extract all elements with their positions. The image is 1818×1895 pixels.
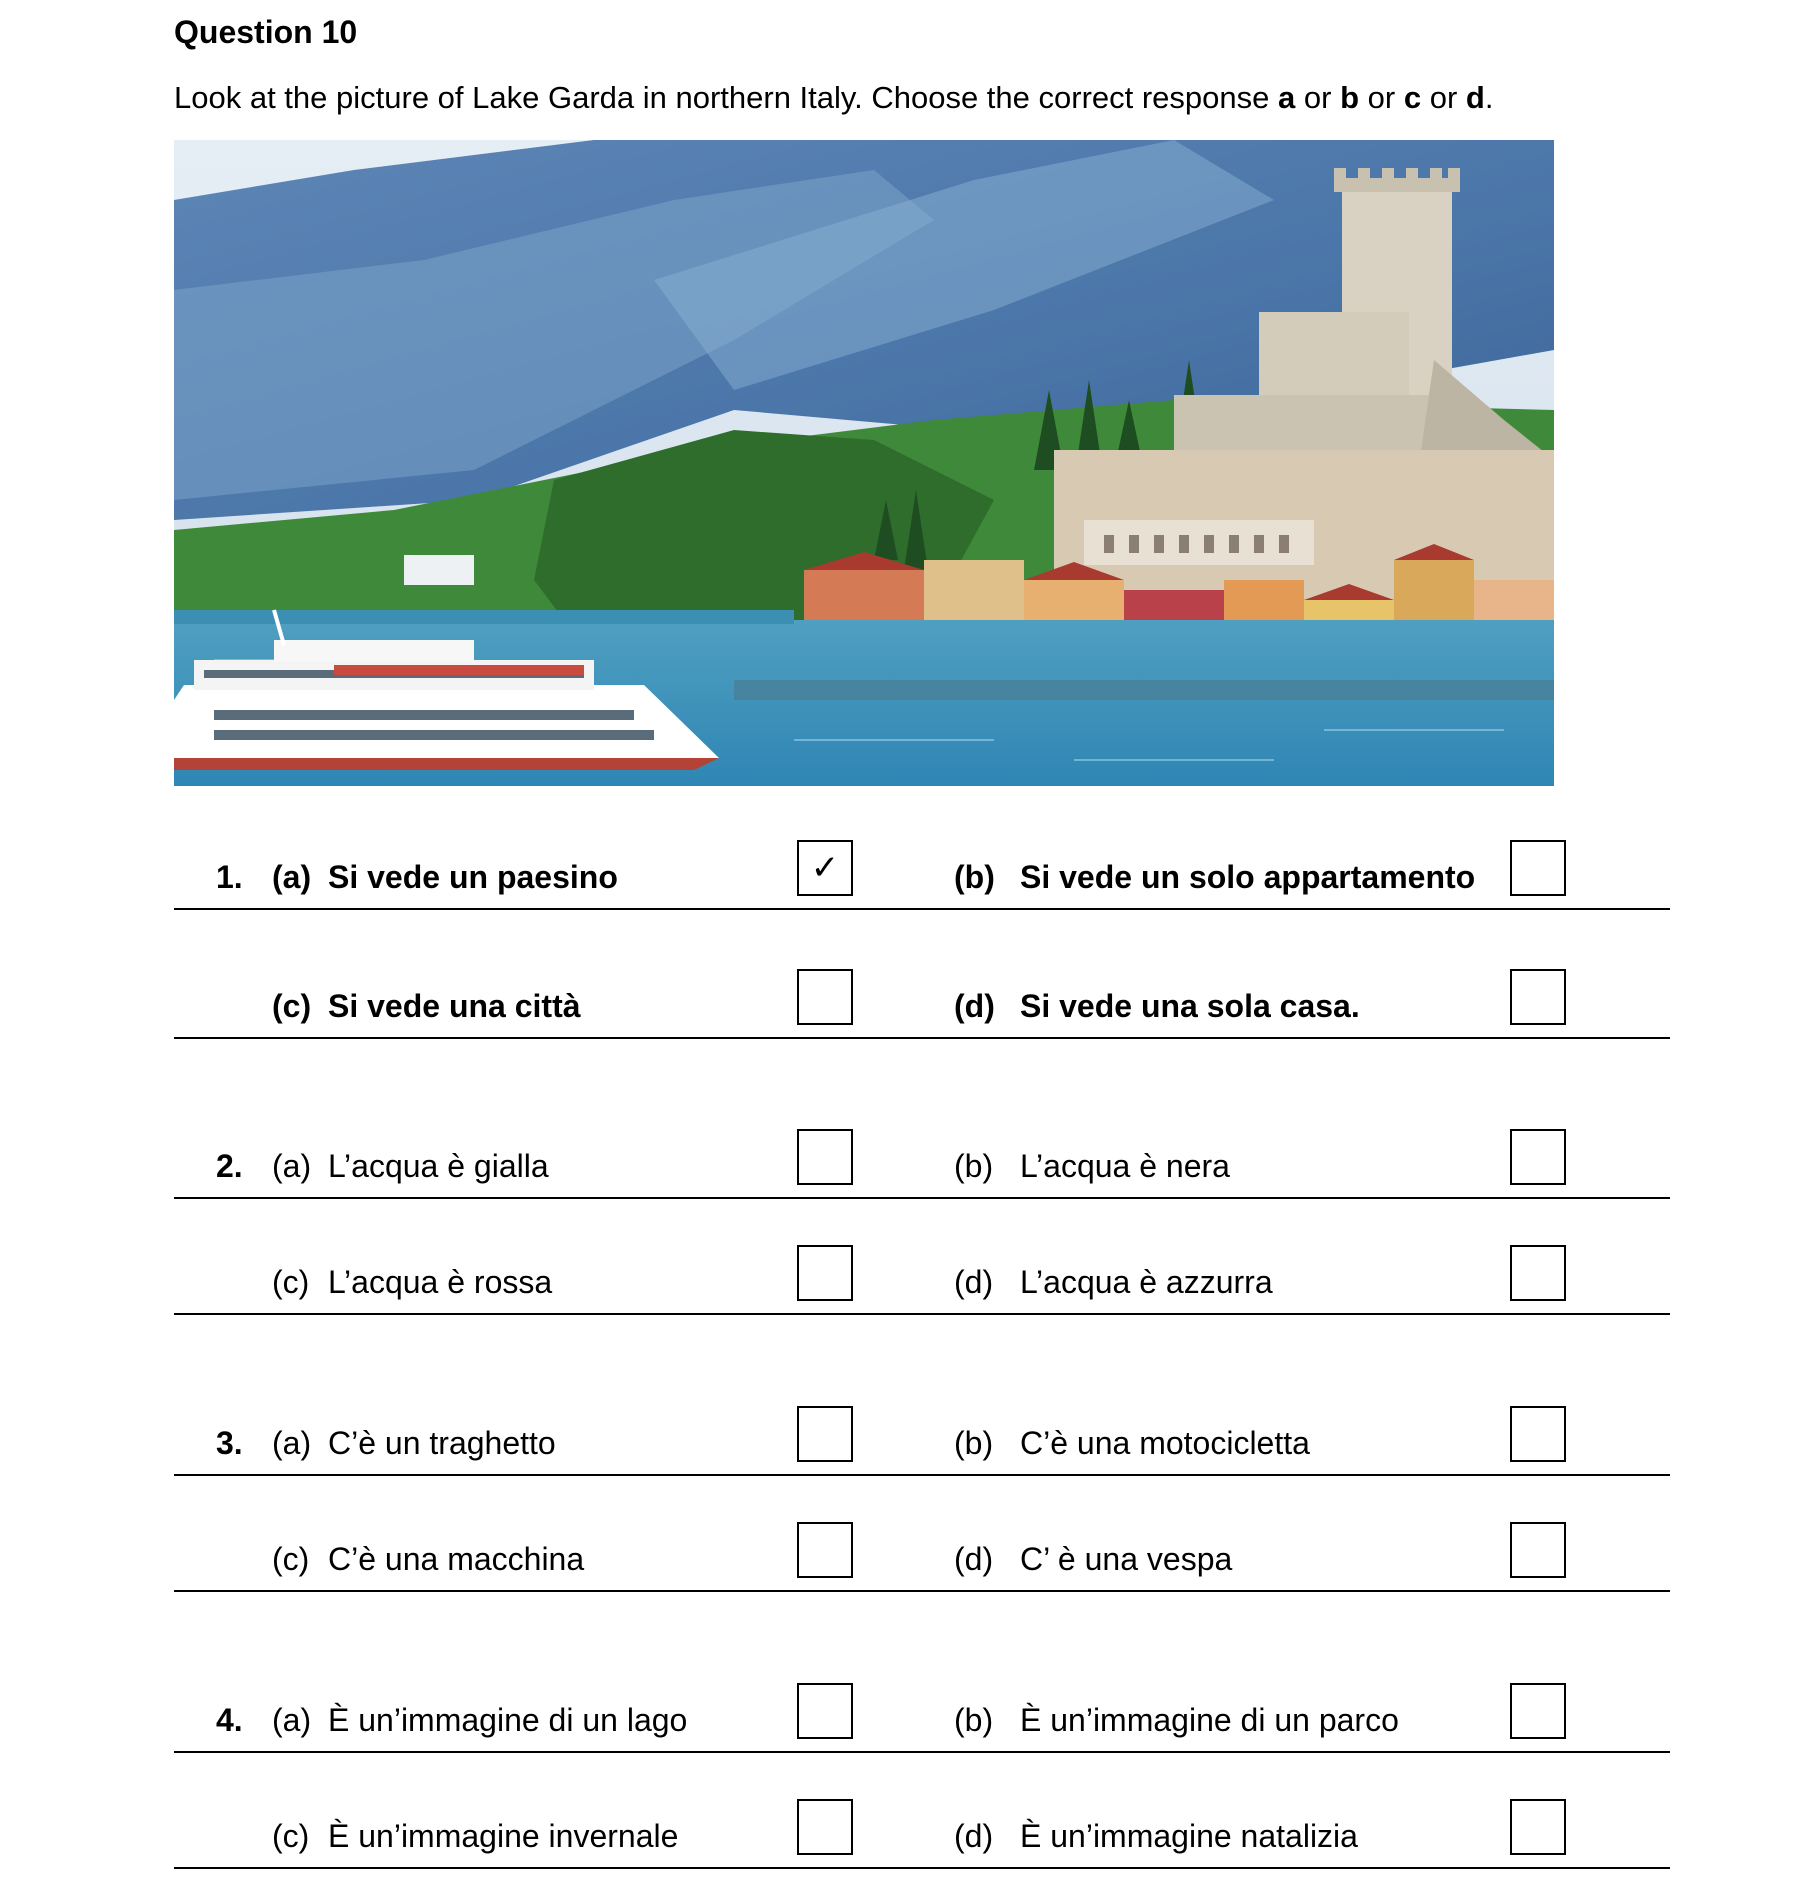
answer-option (954, 1425, 1310, 1462)
answer-option (954, 1818, 1358, 1855)
answer-checkbox[interactable] (1510, 1129, 1566, 1185)
option-letter: (c) (272, 1541, 310, 1577)
answer-checkbox[interactable] (797, 840, 853, 896)
answer-option (954, 988, 1360, 1025)
answer-option (954, 1702, 1399, 1739)
option-letter: (c) (272, 1818, 310, 1854)
answer-row (174, 1137, 1670, 1199)
answer-row (174, 1807, 1670, 1869)
answer-checkbox[interactable] (1510, 969, 1566, 1025)
answer-option (272, 859, 618, 896)
option-letter: (b) (954, 1702, 994, 1738)
option-letter: (a) (272, 859, 312, 895)
answer-row (174, 1253, 1670, 1315)
option-text: L’acqua è rossa (328, 1264, 553, 1300)
answer-row (174, 977, 1670, 1039)
option-text: C’è un traghetto (328, 1425, 556, 1461)
answer-row (174, 1691, 1670, 1753)
answer-option (272, 1818, 678, 1855)
answer-option (954, 1264, 1273, 1301)
answer-checkbox[interactable] (1510, 1522, 1566, 1578)
option-text: È un’immagine invernale (328, 1818, 679, 1854)
option-letter: (c) (272, 1264, 310, 1300)
question-number: 1. (216, 859, 243, 895)
answer-checkbox[interactable] (797, 1129, 853, 1185)
option-letter: (b) (954, 1148, 994, 1184)
answer-option (272, 1264, 552, 1301)
question-number: 3. (216, 1425, 243, 1461)
option-text: Si vede un paesino (328, 859, 618, 895)
option-letter: (a) (272, 1425, 312, 1461)
option-letter: (a) (272, 1702, 312, 1738)
answer-option (272, 1541, 584, 1578)
answer-checkbox[interactable] (797, 1522, 853, 1578)
answer-checkbox[interactable] (797, 1406, 853, 1462)
option-letter: (d) (954, 1264, 994, 1300)
option-text: L’acqua è azzurra (1020, 1264, 1273, 1300)
answer-option (272, 1702, 687, 1739)
question-number: 2. (216, 1148, 243, 1184)
option-letter: (d) (954, 1818, 994, 1854)
answer-checkbox[interactable] (1510, 1683, 1566, 1739)
answer-row (174, 1414, 1670, 1476)
option-letter: (b) (954, 1425, 994, 1461)
answer-checkbox[interactable] (1510, 840, 1566, 896)
answer-checkbox[interactable] (797, 1245, 853, 1301)
answer-checkbox[interactable] (1510, 1245, 1566, 1301)
option-text: L’acqua è nera (1020, 1148, 1230, 1184)
answer-option (954, 859, 1475, 896)
lake-garda-photo (174, 140, 1554, 786)
option-text: Si vede una città (328, 988, 581, 1024)
option-text: È un’immagine di un parco (1020, 1702, 1399, 1738)
option-letter: (c) (272, 988, 312, 1024)
answer-checkbox[interactable] (797, 1799, 853, 1855)
answer-option (954, 1541, 1232, 1578)
answer-option (954, 1148, 1230, 1185)
option-text: Si vede una sola casa. (1020, 988, 1360, 1024)
question-instruction: Look at the picture of Lake Garda in northern Italy. Choose the correct response a or b or c or d. (174, 80, 1494, 115)
answer-row (174, 1530, 1670, 1592)
option-letter: (b) (954, 859, 995, 895)
option-text: È un’immagine natalizia (1020, 1818, 1358, 1854)
answer-row (174, 848, 1670, 910)
option-text: C’è una macchina (328, 1541, 585, 1577)
option-text: C’ è una vespa (1020, 1541, 1233, 1577)
answer-checkbox[interactable] (797, 1683, 853, 1739)
option-letter: (d) (954, 988, 995, 1024)
answer-option (272, 1148, 549, 1185)
answer-checkbox[interactable] (1510, 1799, 1566, 1855)
option-text: È un’immagine di un lago (328, 1702, 688, 1738)
question-number: 4. (216, 1702, 243, 1738)
answer-checkbox[interactable] (1510, 1406, 1566, 1462)
question-title: Question 10 (174, 14, 358, 50)
check-mark-icon: ✓ (810, 849, 840, 887)
option-text: L’acqua è gialla (328, 1148, 549, 1184)
option-text: C’è una motocicletta (1020, 1425, 1310, 1461)
answer-option (272, 1425, 556, 1462)
answer-option (272, 988, 581, 1025)
option-text: Si vede un solo appartamento (1020, 859, 1476, 895)
answer-checkbox[interactable] (797, 969, 853, 1025)
option-letter: (d) (954, 1541, 994, 1577)
option-letter: (a) (272, 1148, 312, 1184)
